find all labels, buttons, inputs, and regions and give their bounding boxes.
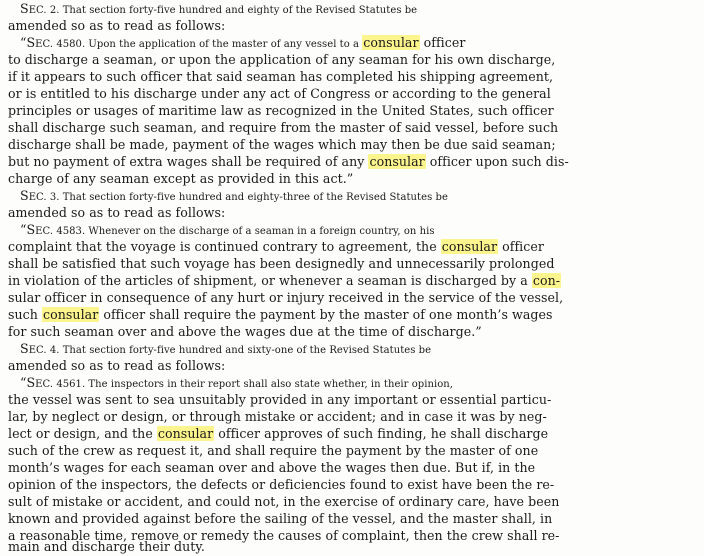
text-line: discharge shall be made, payment of the wages which may then be due said seaman; [8,137,556,152]
text-line: lar, by neglect or design, or through mistake or accident; and in case it was by neg- [8,409,547,424]
text-line: opinion of the inspectors, the defects or deficiencies found to exist have been the re- [8,477,555,492]
text-line: but no payment of extra wages shall be required of any consular officer upon such dis- [8,154,569,169]
highlighted-term: consular [43,307,99,322]
text-line: “SEC. 4583. Whenever on the discharge of a seaman in a foreign country, on his [20,222,435,237]
text-line: sult of mistake or accident, and could not, in the exercise of ordinary care, have been [8,494,560,509]
text-line: main and discharge their duty. [8,539,205,554]
text-line [20,187,696,205]
text-line: for such seaman over and above the wages due at the time of discharge.” [8,324,482,339]
highlighted-term: con- [532,273,561,288]
text-line [20,0,696,18]
section-heading-sec-2: SEC. 2. That section forty-five hundred and eighty of the Revised Statutes be [20,1,418,16]
text-line: complaint that the voyage is continued contrary to agreement, the consular officer [8,239,544,254]
text-line: lect or design, and the consular officer approves of such finding, he shall discharge [8,426,549,441]
text-line: amended so as to read as follows: [8,18,226,33]
text-line: sular officer in consequence of any hurt or injury received in the service of the vessel, [8,290,564,305]
text-line: a reasonable time, remove or remedy the causes of complaint, then the crew shall re- [8,528,560,543]
text-line: or is entitled to his discharge under any act of Congress or according to the general [8,86,551,101]
text-line: in violation of the articles of shipment, or whenever a seaman is discharged by a con- [8,273,561,288]
text-line: principles or usages of maritime law as recognized in the United States, such officer [8,103,554,118]
text-line: charge of any seaman except as provided in this act.” [8,171,354,186]
highlighted-term: consular [441,239,498,254]
text-line: month’s wages for each seaman over and above the wages then due. But if, in the [8,460,536,475]
text-line: amended so as to read as follows: [8,358,226,373]
highlighted-term: consular [369,154,425,169]
text-line: such of the crew as request it, and shall require the payment by the master of one [8,443,539,458]
text-line: shall be satisfied that such voyage has been designedly and unnecessarily prolonged [8,256,555,271]
text-line: “SEC. 4561. The inspectors in their report shall also state whether, in their opinion, [20,375,454,390]
text-line: amended so as to read as follows: [8,205,226,220]
text-line: such consular officer shall require the payment by the master of one month’s wages [8,307,553,322]
text-line: if it appears to such officer that said seaman has completed his shipping agreement, [8,69,554,84]
text-line [20,340,696,358]
text-line: the vessel was sent to sea unsuitably provided in any important or essential particu- [8,392,552,407]
text-line: to discharge a seaman, or upon the application of any seaman for his own discharge, [8,52,556,67]
section-heading-sec-3: SEC. 3. That section forty-five hundred and eighty-three of the Revised Statutes be [20,188,448,203]
text-line: shall discharge such seaman, and require from the master of said vessel, before such [8,120,559,135]
text-line: “SEC. 4580. Upon the application of the master of any vessel to a consular officer [20,35,466,50]
section-heading-sec-4: SEC. 4. That section forty-five hundred and sixty-one of the Revised Statutes be [20,341,432,356]
highlighted-term: consular [157,426,214,441]
text-line: known and provided against before the sailing of the vessel, and the master shall, in [8,511,553,526]
highlighted-term: consular [363,35,419,50]
